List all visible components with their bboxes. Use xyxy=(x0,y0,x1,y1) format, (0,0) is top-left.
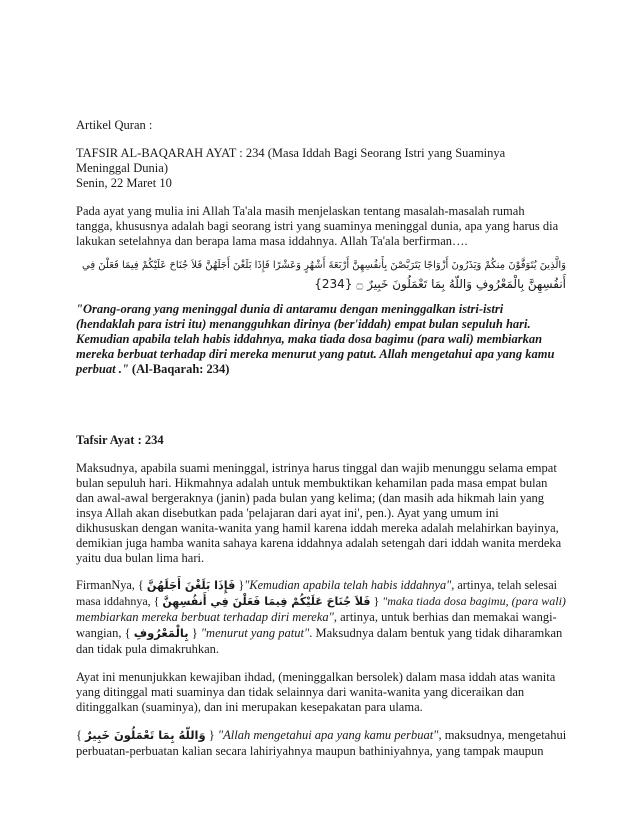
paragraph-line xyxy=(76,728,566,743)
paragraph-line: dan tidak pula dimakruhkan. xyxy=(76,642,220,656)
translation-line: (hendaklah para istri itu) menangguhkan dirinya (ber'iddah) empat bulan sepuluh hari. xyxy=(76,317,531,331)
intro-line: tangga, khususnya adalah bagi seorang istri yang suaminya meninggal dunia, apa yang harus dia xyxy=(76,219,559,233)
arabic-quote: فَإِذَا بَلَغْنَ أَجَلَهُنَّ xyxy=(146,579,236,592)
text-run: FirmanNya, { xyxy=(76,578,144,592)
arabic-quote: فَلاَ جُنَاحَ عَلَيْكُمْ فِيمَا فَعَلْنَ فِي أَنفُسِهِنَّ xyxy=(162,595,371,608)
translation-line: mereka berbuat terhadap diri mereka menurut yang patut. Allah mengetahui apa yang kamu xyxy=(76,347,555,361)
text-run: } xyxy=(373,594,380,608)
article-title: TAFSIR AL-BAQARAH AYAT : 234 (Masa Iddah Bagi Seorang Istri yang Suaminya xyxy=(76,146,506,160)
tafsir-heading: Tafsir Ayat : 234 xyxy=(76,433,164,447)
text-run: } xyxy=(238,578,245,592)
paragraph-line: yaitu dua bulan lima hari. xyxy=(76,551,205,565)
text-run: , maksudnya, mengetahui xyxy=(438,728,567,742)
intro-line: Pada ayat yang mulia ini Allah Ta'ala masih menjelaskan tentang masalah-masalah rumah xyxy=(76,204,525,218)
text-run: } xyxy=(208,728,215,742)
paragraph-line: perbuatan-perbuatan kalian secara lahiriyahnya maupun bathiniyahnya, yang tampak maupun xyxy=(76,744,544,758)
text-run: , artinya, telah selesai xyxy=(451,578,558,592)
paragraph-line: Maksudnya, apabila suami meninggal, istrinya harus tinggal dan wajib menunggu selama empat xyxy=(76,461,557,475)
quote-run: "Kemudian apabila telah habis iddahnya" xyxy=(244,578,452,592)
arabic-quote: بِالْمَعْرُوفِ xyxy=(133,626,189,640)
paragraph-line: yang ditinggal mati suaminya dan tidak selainnya dari wanita-wanita yang diceraikan dan xyxy=(76,685,525,699)
quote-run: "menurut yang patut" xyxy=(200,626,310,640)
article-date: Senin, 22 Maret 10 xyxy=(76,176,172,190)
paragraph-line: demikian juga hamba wanita sahaya karena iddahnya adalah setengah dari iddah wanita merdeka xyxy=(76,536,562,550)
paragraph-line xyxy=(76,610,557,625)
text-run: { xyxy=(76,728,82,742)
arabic-verse-line: أَنفُسِهِنَّ بِالْمَعْرُوفِ وَاللّهُ بِمَا تَعْمَلُونَ خَبِيرٌ ۝ {234} xyxy=(314,277,566,291)
paragraph-line: dan awal-awal bergeraknya (janin) pada bulan yang kelima; (dan masih ada hikmah lain yang xyxy=(76,491,544,505)
quote-run: "maka tiada dosa bagimu, (para wali) xyxy=(382,594,566,608)
text-run: wangian, { xyxy=(76,626,131,640)
arabic-verse-line: وَالَّذِينَ يُتَوَفَّوْنَ مِنكُمْ وَيَذَرُونَ أَزْوَاجًا يَتَرَبَّصْنَ بِأَنفُسِهِنَّ أَرْبَعَةَ أَشْهُرٍ وَعَشْرًا فَإِذَا بَلَغْنَ أَجَلَهُنَّ فَلاَ جُنَاحَ عَلَيْكُمْ فِيمَا فَعَلْنَ فِي xyxy=(82,260,566,271)
text-run: , artinya, untuk berhias dan memakai wangi- xyxy=(333,610,557,624)
article-title-cont: Meninggal Dunia) xyxy=(76,161,168,175)
paragraph-line: insya Allah akan disebutkan pada 'pelajaran dari ayat ini', pen.). Ayat yang umum ini xyxy=(76,506,499,520)
text-run: masa iddahnya, { xyxy=(76,594,160,608)
translation-ref: (Al-Baqarah: 234) xyxy=(131,362,230,376)
paragraph-line: dikhususkan dengan wanita-wanita yang hamil karena iddah mereka adalah melahirkan bayinya, xyxy=(76,521,559,535)
paragraph-line xyxy=(76,578,557,593)
paragraph-line xyxy=(76,594,566,609)
translation-last-line xyxy=(76,362,229,377)
quote-run: membiarkan mereka berbuat terhadap diri mereka" xyxy=(76,610,334,624)
intro-line: lakukan setelahnya dan berapa lama masa iddahnya. Allah Ta'ala berfirman…. xyxy=(76,234,468,248)
paragraph-line: Ayat ini menunjukkan kewajiban ihdad, (meninggalkan bersolek) dalam masa iddah atas wanita xyxy=(76,670,556,684)
translation-last: perbuat ." xyxy=(76,362,129,376)
paragraph-line: bulan sepuluh hari. Hikmahnya adalah untuk membuktikan kehamilan pada masa empat bulan xyxy=(76,476,548,490)
arabic-quote: وَاللّهُ بِمَا تَعْمَلُونَ خَبِيرٌ xyxy=(85,728,206,742)
article-label: Artikel Quran : xyxy=(76,118,153,132)
translation-line: "Orang-orang yang meninggal dunia di antaramu dengan meninggalkan istri-istri xyxy=(76,302,504,316)
translation-line: Kemudian apabila telah habis iddahnya, maka tiada dosa bagimu (para wali) membiarkan xyxy=(76,332,543,346)
text-run: . Maksudnya dalam bentuk yang tidak diharamkan xyxy=(309,626,563,640)
paragraph-line xyxy=(76,626,562,641)
paragraph-line: ditinggalkan (suaminya), dan ini merupakan kesepakatan para ulama. xyxy=(76,700,423,714)
quote-run: "Allah mengetahui apa yang kamu perbuat" xyxy=(217,728,439,742)
text-run: } xyxy=(191,626,198,640)
